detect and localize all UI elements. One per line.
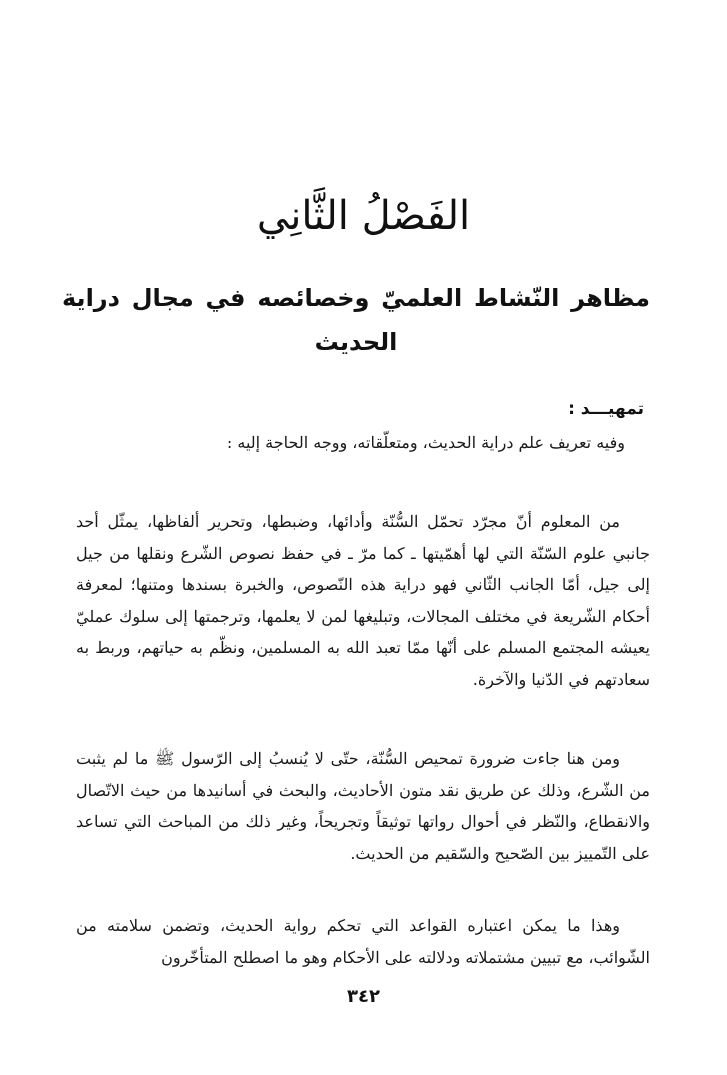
section-intro: وفيه تعريف علم دراية الحديث، ومتعلّقاته، ووجه الحاجة إليه :	[226, 433, 625, 452]
paragraph: ومن هنا جاءت ضرورة تمحيص السُّنّة، حتّى لا يُنسبُ إلى الرّسول ﷺ ما لم يثبت من الشّرع، وذلك عن طريق نقد متون الأحاديث، والبحث في أسانيدها من حيث الاتّصال والانقطاع، والنّظر في أحوال رواتها توثيقاً وتجريحاً، وغير ذلك من المباحث التي تساعد على التّمييز بين الصّحيح والسّقيم من الحديث.	[76, 749, 650, 863]
section-heading: تمهيـــد :	[568, 399, 644, 419]
chapter-title: مظاهر النّشاط العلميّ وخصائصه في مجال دراية الحديث	[62, 284, 650, 356]
chapter-label: الفَصْلُ الثَّانِي	[256, 193, 471, 239]
paragraph: وهذا ما يمكن اعتباره القواعد التي تحكم رواية الحديث، وتضمن سلامته من الشّوائب، مع تبيين مشتملاته ودلالته على الأحكام وهو ما اصطلح المتأخّرون	[76, 916, 650, 967]
paragraph: من المعلوم أنّ مجرّد تحمّل السُّنّة وأدائها، وضبطها، وتحرير ألفاظها، يمثّل أحد جانبي علوم السّنّة التي لها أهمّيتها ـ كما مرّ ـ في حفظ نصوص الشّرع ونقلها من جيل إلى جيل، أمّا الجانب الثّاني فهو دراية هذه النّصوص، والخبرة بسندها ومتنها؛ لمعرفة أحكام الشّريعة في مختلف المجالات، وتبليغها لمن لا يعلمها، وترجمتها إلى سلوك عمليّ يعيشه المجتمع المسلم على أنّها ممّا تعبد الله به المسلمين، ونظّم به حياتهم، وربط به سعادتهم في الدّنيا والآخرة.	[76, 512, 650, 689]
page-number: ٣٤٢	[347, 986, 380, 1007]
